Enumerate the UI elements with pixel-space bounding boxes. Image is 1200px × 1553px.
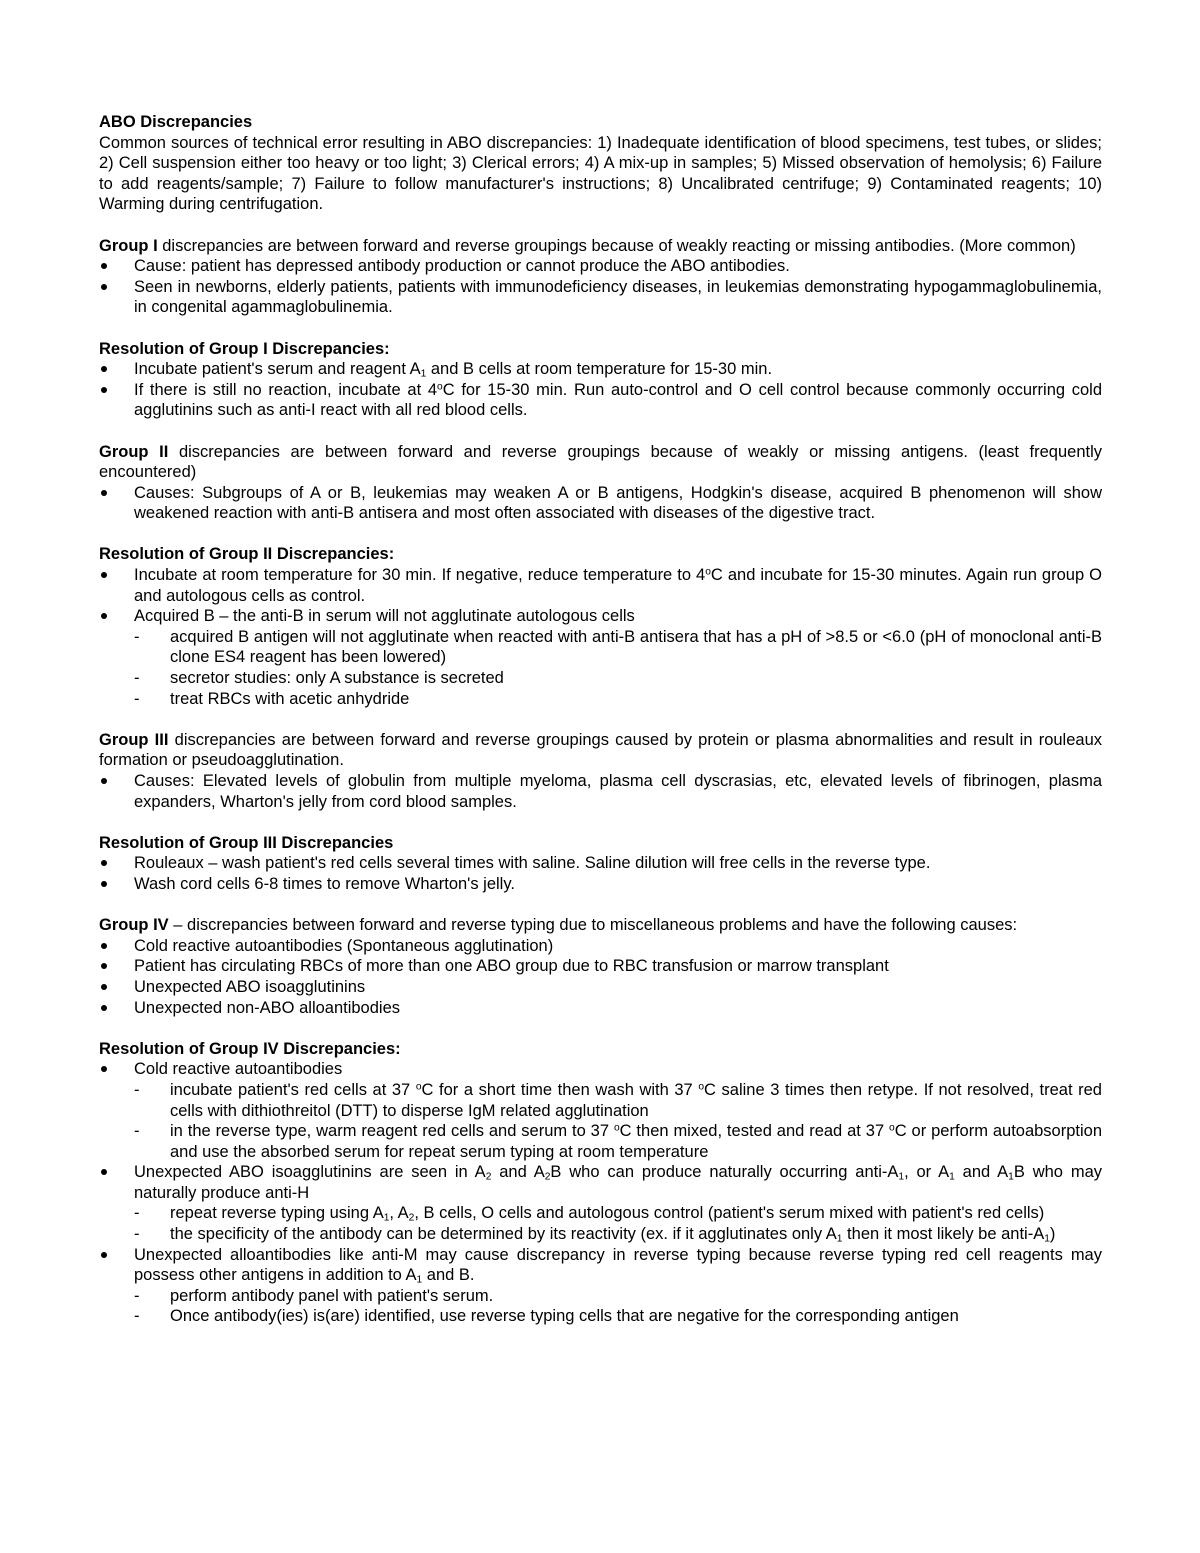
list-item: Incubate patient's serum and reagent $A_1$ and B cells at room temperature for 15-30 min.	[99, 359, 1102, 380]
sub-list	[99, 1080, 1102, 1162]
document-title: ABO Discrepancies	[99, 113, 253, 131]
list-item: Unexpected non-ABO alloantibodies	[99, 998, 1102, 1019]
resolution-1-heading: Resolution of Group I Discrepancies:	[99, 339, 390, 358]
list-item: Unexpected ABO isoagglutinins are seen in $A_2$ and $A_2B$ who can produce naturally occurring anti-$A_1$, or $A_1$ and $A_1B$ who may naturally produce anti-H - repeat reverse typing using $A_1$, $A_2$, B cells, O cells and autologous control (patient's serum mixed with patient's red cells) - the specificity of the antibody can be determined by its reactivity (ex. if it agglutinates only $A_1$ then it most likely be anti-$A_1$)	[99, 1162, 1102, 1244]
group-2-paragraph	[99, 442, 1102, 483]
list-item: Rouleaux – wash patient's red cells several times with saline. Saline dilution will free cells in the reverse type.	[99, 853, 1102, 874]
resolution-4-heading: Resolution of Group IV Discrepancies:	[99, 1039, 401, 1058]
list-item: Incubate at room temperature for 30 min. If negative, reduce temperature to 4$^o$C and incubate for 15-30 minutes. Again run group O and autologous cells as control.	[99, 565, 1102, 606]
sub-list	[99, 1203, 1102, 1244]
group-1-list	[99, 256, 1102, 318]
group-2-text: discrepancies are between forward and reverse groupings because of weakly or missing antigens. (least frequently encountered)	[99, 442, 1103, 482]
group-1-paragraph	[99, 236, 1102, 257]
group-3-list	[99, 771, 1102, 812]
resolution-4-list	[99, 1059, 1102, 1327]
sub-list-item: - the specificity of the antibody can be determined by its reactivity (ex. if it agglutinates only $A_1$ then it most likely be anti-$A_1$)	[134, 1224, 1102, 1245]
group-3-paragraph	[99, 730, 1102, 771]
list-item: Unexpected ABO isoagglutinins	[99, 977, 1102, 998]
intro-paragraph: Common sources of technical error resulting in ABO discrepancies: 1) Inadequate identification of blood specimens, test tubes, or slides; 2) Cell suspension either too heavy or too light; 3) Clerical errors; 4) A mix-up in samples; 5) Missed observation of hemolysis; 6) Failure to add reagents/sample; 7) Failure to follow manufacturer's instructions; 8) Uncalibrated centrifuge; 9) Contaminated reagents; 10) Warming during centrifugation.	[99, 133, 1102, 214]
resolution-3-list	[99, 853, 1102, 894]
resolution-3-heading: Resolution of Group III Discrepancies	[99, 833, 394, 852]
list-item: Causes: Elevated levels of globulin from multiple myeloma, plasma cell dyscrasias, etc, elevated levels of fibrinogen, plasma expanders, Wharton's jelly from cord blood samples.	[99, 771, 1102, 812]
group-2-list	[99, 483, 1102, 524]
list-item: Cold reactive autoantibodies - incubate patient's red cells at 37 $^o$C for a short time then wash with 37 $^o$C saline 3 times then retype. If not resolved, treat red cells with dithiothreitol (DTT) to disperse IgM related agglutination - in the reverse type, warm reagent red cells and serum to 37 $^o$C then mixed, tested and read at 37 $^o$C or perform autoabsorption and use the absorbed serum for repeat serum typing at room temperature	[99, 1059, 1102, 1162]
document-page	[99, 112, 1102, 1327]
sub-list-item: - in the reverse type, warm reagent red cells and serum to 37 $^o$C then mixed, tested and read at 37 $^o$C or perform autoabsorption and use the absorbed serum for repeat serum typing at room temperature	[134, 1121, 1102, 1162]
sub-list-item: - incubate patient's red cells at 37 $^o$C for a short time then wash with 37 $^o$C saline 3 times then retype. If not resolved, treat red cells with dithiothreitol (DTT) to disperse IgM related agglutination	[134, 1080, 1102, 1121]
list-item: Cold reactive autoantibodies (Spontaneous agglutination)	[99, 936, 1102, 957]
group-4-paragraph	[99, 915, 1102, 936]
group-2-label: Group II	[99, 442, 169, 461]
group-3-text: discrepancies are between forward and reverse groupings caused by protein or plasma abnormalities and result in rouleaux formation or pseudoagglutination.	[99, 730, 1102, 770]
sub-list-item: - treat RBCs with acetic anhydride	[134, 689, 1102, 710]
resolution-1-list	[99, 359, 1102, 421]
group-4-text: – discrepancies between forward and reverse typing due to miscellaneous problems and have the following causes:	[168, 916, 1018, 935]
list-item: Wash cord cells 6-8 times to remove Wharton's jelly.	[99, 874, 1102, 895]
resolution-2-list	[99, 565, 1102, 709]
list-item: Cause: patient has depressed antibody production or cannot produce the ABO antibodies.	[99, 256, 1102, 277]
group-3-label: Group III	[99, 730, 169, 749]
group-4-list	[99, 936, 1102, 1018]
sub-list	[99, 627, 1102, 709]
sub-list-item: - repeat reverse typing using $A_1$, $A_2$, B cells, O cells and autologous control (patient's serum mixed with patient's red cells)	[134, 1203, 1102, 1224]
list-item: Acquired B – the anti-B in serum will not agglutinate autologous cells - acquired B antigen will not agglutinate when reacted with anti-B antisera that has a pH of >8.5 or <6.0 (pH of monoclonal anti-B clone ES4 reagent has been lowered) - secretor studies: only A substance is secreted - treat RBCs with acetic anhydride	[99, 606, 1102, 709]
group-1-text: discrepancies are between forward and reverse groupings because of weakly reacting or missing antibodies. (More common)	[157, 236, 1076, 255]
sub-list	[99, 1286, 1102, 1327]
group-4-label: Group IV	[99, 916, 169, 935]
list-item: Causes: Subgroups of A or B, leukemias may weaken A or B antigens, Hodgkin's disease, acquired B phenomenon will show weakened reaction with anti-B antisera and most often associated with diseases of the digestive tract.	[99, 483, 1102, 524]
resolution-2-heading: Resolution of Group II Discrepancies:	[99, 545, 395, 564]
sub-list-item: - perform antibody panel with patient's serum.	[134, 1286, 1102, 1307]
sub-list-item: - Once antibody(ies) is(are) identified, use reverse typing cells that are negative for the corresponding antigen	[134, 1306, 1102, 1327]
list-item: Seen in newborns, elderly patients, patients with immunodeficiency diseases, in leukemias demonstrating hypogammaglobulinemia, in congenital agammaglobulinemia.	[99, 277, 1102, 318]
list-item: Patient has circulating RBCs of more than one ABO group due to RBC transfusion or marrow transplant	[99, 956, 1102, 977]
group-1-label: Group I	[99, 236, 158, 255]
list-item: Unexpected alloantibodies like anti-M may cause discrepancy in reverse typing because reverse typing red cell reagents may possess other antigens in addition to $A_1$ and B. - perform antibody panel with patient's serum. - Once antibody(ies) is(are) identified, use reverse typing cells that are negative for the corresponding antigen	[99, 1245, 1102, 1327]
sub-list-item: - secretor studies: only A substance is secreted	[134, 668, 1102, 689]
sub-list-item: - acquired B antigen will not agglutinate when reacted with anti-B antisera that has a pH of >8.5 or <6.0 (pH of monoclonal anti-B clone ES4 reagent has been lowered)	[134, 627, 1102, 668]
list-item: If there is still no reaction, incubate at 4$^o$C for 15-30 min. Run auto-control and O cell control because commonly occurring cold agglutinins such as anti-I react with all red blood cells.	[99, 380, 1102, 421]
